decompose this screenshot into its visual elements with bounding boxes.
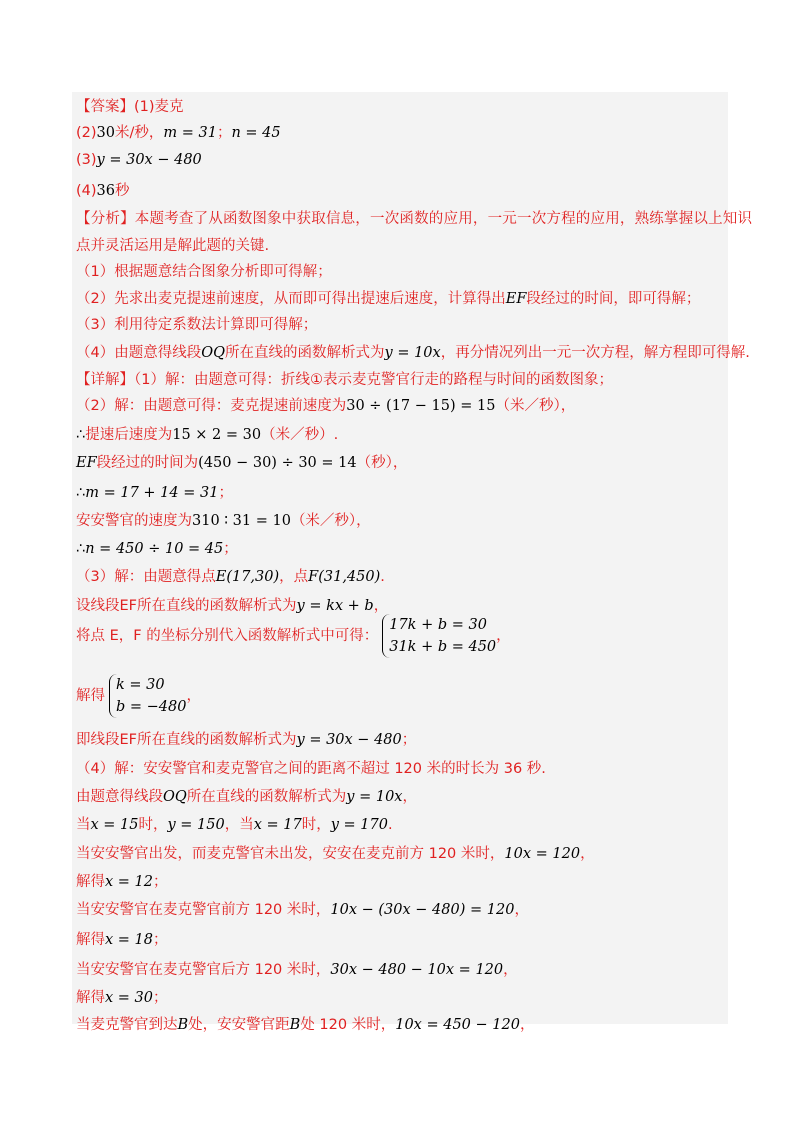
text-run: (3): [76, 152, 97, 168]
text-run: 由题意得线段: [76, 789, 163, 805]
solution-line-26: [76, 844, 595, 864]
text-run: ，点: [279, 569, 309, 585]
text-run: OQ: [201, 345, 226, 361]
text-run: ，: [519, 1017, 535, 1033]
equation: k = 30: [116, 677, 165, 693]
text-run: .: [388, 817, 393, 833]
solution-line-30: [76, 960, 518, 980]
text-run: 所在直线的函数解析式为: [186, 789, 347, 805]
solution-line-27: [76, 872, 168, 892]
solution-line-28: [76, 900, 529, 920]
text-run: 安安警官的速度为: [76, 513, 192, 529]
text-run: EF: [119, 732, 138, 748]
solution-line-31: [76, 988, 168, 1008]
text-run: 当麦克警官到达: [76, 1017, 178, 1033]
text-run: y = 150: [167, 817, 225, 833]
text-run: 解得: [76, 932, 105, 948]
text-run: (4): [76, 183, 97, 199]
text-run: n = 450 ÷ 10 = 45: [85, 541, 224, 557]
text-run: ∴: [76, 427, 86, 443]
solution-line-1: [76, 97, 184, 117]
text-run: m = 17 + 14 = 31: [85, 485, 219, 501]
text-run: 当安安警官在麦克警官前方 120 米时，: [76, 902, 331, 918]
solution-line-8: [76, 289, 700, 309]
equation-system: [109, 674, 186, 718]
text-run: x = 17: [253, 817, 302, 833]
text-run: 当安安警官在麦克警官后方 120 米时，: [76, 962, 331, 978]
text-run: （3）利用待定系数法计算即可得解；: [76, 317, 318, 333]
text-run: 10x − (30x − 480) = 120: [330, 902, 515, 918]
text-run: (450 − 30) ÷ 30 = 14: [198, 455, 357, 471]
text-run: （秒），: [356, 455, 408, 471]
text-run: y = 30x − 480: [296, 732, 402, 748]
text-run: y = 10x: [346, 789, 403, 805]
text-run: （4）由题意得线段: [76, 345, 202, 361]
text-run: 点并灵活运用是解此题的关键.: [76, 238, 270, 254]
text-run: EF: [119, 598, 138, 614]
text-run: ∴: [76, 485, 86, 501]
text-run: 当安安警官出发，而麦克警官未出发，安安在麦克前方 120 米时，: [76, 846, 505, 862]
solution-line-10: [76, 343, 750, 363]
text-run: 30 ÷ (17 − 15) = 15: [346, 398, 496, 414]
solution-line-6: [76, 236, 269, 256]
equation: 17k + b = 30: [389, 617, 487, 633]
text-run: x = 15: [90, 817, 139, 833]
text-run: 解得: [76, 688, 105, 704]
text-run: 【详解】（1）解：由题意可得：折线①表示麦克警官行走的路程与时间的函数图象；: [76, 372, 613, 388]
text-run: 时，: [138, 817, 168, 833]
equation: b = −480: [116, 699, 187, 715]
text-run: ，: [503, 962, 518, 978]
text-run: 处，安安警官距: [188, 1017, 290, 1033]
text-run: 10x = 120: [504, 846, 581, 862]
text-run: 解得: [76, 990, 105, 1006]
text-run: （米／秒），: [495, 398, 576, 414]
text-run: 即线段: [76, 732, 120, 748]
text-run: 10x = 450 − 120: [395, 1017, 520, 1033]
text-run: ，: [373, 598, 389, 614]
text-run: 米/秒，: [115, 125, 164, 141]
text-run: EF: [76, 455, 97, 471]
text-run: y = 170: [330, 817, 388, 833]
solution-line-20: [76, 614, 511, 658]
text-run: 处 120 米时，: [300, 1017, 396, 1033]
text-run: ；: [218, 485, 233, 501]
text-run: m = 31: [163, 125, 217, 141]
text-run: （2）解：由题意可得：麦克提速前速度为: [76, 398, 347, 414]
text-run: 解得: [76, 874, 105, 890]
solution-line-16: [76, 511, 371, 531]
text-run: ，: [580, 846, 595, 862]
solution-line-4: [76, 181, 130, 201]
text-run: ；: [216, 125, 232, 141]
text-run: 36: [96, 183, 115, 199]
text-run: ，再分情况列出一元一次方程，解方程即可得解.: [440, 345, 750, 361]
text-run: y = 30x − 480: [96, 152, 202, 168]
text-run: x = 12: [105, 874, 153, 890]
text-run: （2）先求出麦克提速前速度，从而即可得出提速后速度，计算得出: [76, 291, 506, 307]
text-run: 所在直线的函数解析式为: [137, 598, 297, 614]
text-run: ；: [153, 932, 168, 948]
text-run: 设线段: [76, 598, 120, 614]
text-run: 提速后速度为: [85, 427, 173, 443]
text-run: .: [380, 569, 385, 585]
solution-line-17: [76, 539, 238, 559]
text-run: ，: [496, 628, 511, 644]
solution-line-18: [76, 567, 385, 587]
text-run: ，: [402, 789, 417, 805]
text-run: x = 30: [105, 990, 153, 1006]
text-run: ；: [223, 541, 238, 557]
text-run: 段经过的时间为: [96, 455, 199, 471]
text-run: （1）根据题意结合图象分析即可得解；: [76, 264, 332, 280]
solution-line-22: [76, 730, 416, 750]
text-run: （米／秒）.: [261, 427, 339, 443]
text-run: (2): [76, 125, 97, 141]
solution-line-5: [76, 209, 752, 229]
text-run: 30x − 480 − 10x = 120: [330, 962, 504, 978]
text-run: B: [289, 1017, 301, 1033]
text-run: y = 10x: [384, 345, 441, 361]
equation-system: [382, 614, 496, 658]
text-run: y = kx + b: [296, 598, 374, 614]
solution-line-21: [76, 674, 201, 718]
solution-line-13: [76, 425, 338, 445]
solution-line-11: [76, 370, 613, 390]
solution-line-9: [76, 315, 317, 335]
solution-line-23: [76, 759, 546, 779]
text-run: 当: [76, 817, 91, 833]
text-run: （米／秒），: [290, 513, 371, 529]
text-run: 所在直线的函数解析式为: [137, 732, 297, 748]
text-run: E(17,30): [215, 569, 280, 585]
text-run: （4）解：安安警官和麦克警官之间的距离不超过 120 米的时长为 36 秒.: [76, 761, 546, 777]
text-run: 段经过的时间，即可得解；: [526, 291, 701, 307]
solution-line-19: [76, 596, 388, 616]
text-run: n = 45: [231, 125, 281, 141]
solution-line-7: [76, 262, 332, 282]
text-run: F(31,450): [308, 569, 381, 585]
text-run: EF: [505, 291, 527, 307]
text-run: ，: [186, 688, 201, 704]
text-run: ；: [153, 990, 168, 1006]
text-run: ∴: [76, 541, 86, 557]
text-run: B: [177, 1017, 189, 1033]
text-run: （3）解：由题意得点: [76, 569, 216, 585]
text-run: x = 18: [105, 932, 153, 948]
solution-line-3: [76, 150, 202, 170]
text-run: 310 ∶ 31 = 10: [192, 513, 291, 529]
equation: 31k + b = 450: [389, 639, 497, 655]
text-run: 时，: [301, 817, 331, 833]
text-run: 将点 E，F 的坐标分别代入函数解析式中可得：: [76, 628, 379, 644]
solution-line-14: [76, 453, 407, 473]
text-run: ；: [153, 874, 168, 890]
text-run: 秒: [115, 183, 130, 199]
text-run: 30: [96, 125, 115, 141]
solution-line-24: [76, 787, 417, 807]
text-run: ；: [401, 732, 417, 748]
text-run: ，当: [224, 817, 254, 833]
text-run: 15 × 2 = 30: [172, 427, 262, 443]
solution-line-25: [76, 815, 393, 835]
text-run: ，: [514, 902, 529, 918]
text-run: 【答案】(1)麦克: [76, 99, 184, 115]
text-run: 所在直线的函数解析式为: [225, 345, 385, 361]
text-run: 【分析】本题考查了从函数图象中获取信息，一次函数的应用，一元一次方程的应用，熟练掌握以上知识: [76, 211, 753, 227]
solution-line-15: [76, 483, 233, 503]
solution-line-12: [76, 396, 575, 416]
solution-line-32: [76, 1015, 534, 1035]
solution-line-2: [76, 123, 281, 143]
text-run: OQ: [163, 789, 187, 805]
solution-line-29: [76, 930, 168, 950]
